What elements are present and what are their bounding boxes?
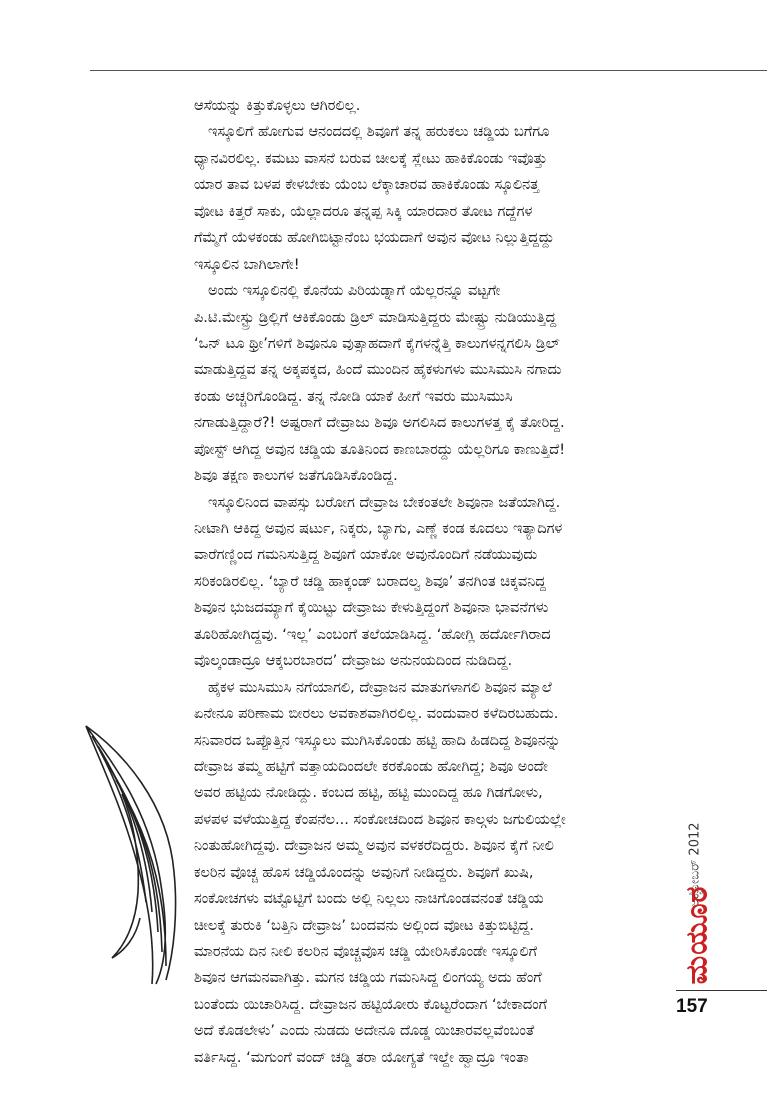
text-line: ಶಿವೂನ ಆಗಮನವಾಗಿತ್ತು. ಮಗನ ಚಡ್ಡಿಯ ಗಮನಿಸಿದ್ದ ಲಿಂಗಯ್ಯ ಅದು ಹೆಂಗೆ [194, 970, 542, 987]
text-line: ‘ಒನ್ ಟೂ ಥ್ರೀ’ಗಳಿಗೆ ಶಿವೂನೂ ವುತ್ಸಾಹದಾಗೆ ಕೈಗಳನ್ನೆತ್ತಿ ಕಾಲುಗಳನ್ನಗಲಿಸಿ ಡ್ರಿಲ್ [194, 335, 560, 352]
page-number: 157 [676, 996, 708, 1017]
top-rule [90, 70, 767, 71]
text-line: ಪೋಸ್ಟ್ ಆಗಿದ್ದ ಅವುನ ಚಡ್ಡಿಯ ತೂತಿನಿಂದ ಕಾಣಬಾರದ್ದು ಯೆಲ್ಲರಿಗೂ ಕಾಣುತ್ತಿದೆ! [194, 441, 566, 458]
text-line: ಸನಿವಾರದ ಒಪ್ಪೊತ್ತಿನ ಇಸ್ಕೂಲು ಮುಗಿಸಿಕೊಂಡು ಹಟ್ಟಿ ಹಾದಿ ಹಿಡದಿದ್ದ ಶಿವೂನನ್ನು [194, 732, 561, 749]
article-body [194, 93, 660, 1071]
text-line: ಬಂತೆಂದು ಯಿಚಾರಿಸಿದ್ದ. ದೇವ್ರಾಜನ ಹಟ್ಟಿಯೋರು ಕೊಟ್ಟರೆಂದಾಗ ‘ಬೇಕಾದಂಗೆ [194, 996, 548, 1013]
feather-ornament [82, 722, 182, 990]
issue-date-text: ಅಕ್ಟೋಬರ್ 2012 [687, 822, 703, 908]
text-line: ಸಂಕೋಚಗಳು ವಟ್ಟೊಟ್ಟಿಗೆ ಬಂದು ಅಲ್ಲಿ ನಿಲ್ಲಲು ನಾಚಿಗೊಂಡವನಂತೆ ಚಡ್ಡಿಯ [194, 891, 544, 908]
text-line: ಸರಿಕಂಡಿರಲಿಲ್ಲ. ‘ಬ್ಯಾರೆ ಚಡ್ಡಿ ಹಾಕ್ಕಂಡ್ ಬರಾದಲ್ವ ಶಿವೂ’ ತನಗಿಂತ ಚಿಕ್ಕವನಿದ್ದ [194, 573, 546, 590]
text-line: ನಿಂತುಹೋಗಿದ್ದವು. ದೇವ್ರಾಜನ ಅಮ್ಮ ಅವುನ ವಳಕರೆದಿದ್ದರು. ಶಿವೂನ ಕೈಗೆ ನೀಲಿ [194, 838, 554, 855]
text-line: ಶಿವೂ ತಕ್ಷಣ ಕಾಲುಗಳ ಜತೆಗೂಡಿಸಿಕೊಂಡಿದ್ದ. [194, 468, 398, 485]
text-line: ಪಳಪಳ ವಳೆಯುತ್ತಿದ್ದ ಕೆಂಪನೆಲ... ಸಂಕೋಚದಿಂದ ಶಿವೂನ ಕಾಲ್ಗಳು ಜಗುಲಿಯಲ್ಲೇ [194, 811, 566, 828]
masthead-text: ಮಯೂರ [679, 885, 715, 985]
text-line: ಅವರ ಹಟ್ಟಿಯ ನೋಡಿದ್ದು. ಕಂಬದ ಹಟ್ಟಿ, ಹಟ್ಟಿ ಮುಂದಿದ್ದ ಹೂ ಗಿಡಗೋಳು, [194, 785, 543, 802]
footer-rule [676, 990, 767, 991]
text-line: ವರ್ತಿಸಿದ್ದ. ‘ಮಗುಂಗೆ ವಂದ್ ಚಡ್ಡಿ ತರಾ ಯೋಗ್ಯತೆ ಇಲ್ದೇ ಹ್ವಾದ್ರೂ ಇಂತಾ [194, 1049, 529, 1066]
text-line: ನಗಾಡುತ್ತಿದ್ದಾರೆ?! ಅಷ್ಟರಾಗೆ ದೇವ್ರಾಜು ಶಿವೂ ಅಗಲಿಸಿದ ಕಾಲುಗಳತ್ತ ಕೈ ತೋರಿದ್ದ. [194, 415, 565, 432]
text-line: ಇಸ್ಕೂಲಿನ ಬಾಗಿಲಾಗೇ! [194, 256, 300, 273]
text-line: ಇಸ್ಕೂಲಿಗೆ ಹೋಗುವ ಆನಂದದಲ್ಲಿ ಶಿವೂಗೆ ತನ್ನ ಹರುಕಲು ಚಡ್ಡಿಯ ಬಗೆಗೂ [208, 124, 550, 141]
text-line: ವೋಟ ಕಿತ್ತರೆ ಸಾಕು, ಯೆಲ್ಲಾದರೂ ತನ್ನಪ್ಪ ಸಿಕ್ಕಿ ಯಾರದಾರ ತೋಟ ಗದ್ದೆಗಳ [194, 203, 533, 220]
text-line: ಗೆಮ್ಮೆಗೆ ಯೆಳಕಂಡು ಹೋಗಿಬಿಟ್ಟಾನೆಂಬ ಭಯದಾಗೆ ಅವುನ ವೋಟ ನಿಲ್ಲುತ್ತಿದ್ದದ್ದು [194, 230, 555, 247]
text-line: ಯಾರ ತಾವ ಬಳಪ ಕೇಳಬೇಕು ಯೆಂಬ ಲೆಕ್ಕಾಚಾರವ ಹಾಕಿಕೊಂಡು ಸ್ಕೂಲಿನತ್ತ [194, 177, 540, 194]
text-line: ನೀಟಾಗಿ ಆಕಿದ್ದ ಅವುನ ಷರ್ಟು, ನಿಕ್ಕರು, ಬ್ಯಾಗು, ಎಣ್ಣೆ ಕಂಡ ಕೂದಲು ಇತ್ಯಾದಿಗಳ [194, 521, 563, 537]
text-line: ಚೀಲಕ್ಕೆ ತುರುಕಿ ‘ಬತ್ತಿನಿ ದೇವ್ರಾಜ’ ಬಂದವನು ಅಲ್ಲಿಂದ ವೋಟ ಕಿತ್ತುಬಿಟ್ಟಿದ್ದ. [194, 917, 534, 934]
text-line: ಧ್ಯಾನವಿರಲಿಲ್ಲ. ಕಮಟು ವಾಸನೆ ಬರುವ ಚೀಲಕ್ಕೆ ಸ್ಲೇಟು ಹಾಕಿಕೊಂಡು ಇವೊತ್ತು [194, 150, 548, 167]
text-line: ಹೈಕಳ ಮುಸಿಮುಸಿ ನಗೆಯಾಗಲಿ, ದೇವ್ರಾಜನ ಮಾತುಗಳಾಗಲಿ ಶಿವೂನ ಮ್ಯಾಲೆ [208, 679, 552, 696]
text-line: ಇಸ್ಕೂಲಿನಿಂದ ವಾಪಸ್ಸು ಬರೋಗ ದೇವ್ರಾಜ ಬೇಕಂತಲೇ ಶಿವೂನಾ ಜತೆಯಾಗಿದ್ದ. [208, 494, 561, 511]
text-line: ಆಸೆಯನ್ನು ಕಿತ್ತುಕೊಳ್ಳಲು ಆಗಿರಲಿಲ್ಲ. [194, 98, 361, 114]
text-line: ದೇವ್ರಾಜ ತಮ್ಮ ಹಟ್ಟಿಗೆ ವತ್ತಾಯದಿಂದಲೇ ಕರಕೊಂಡು ಹೋಗಿದ್ದ; ಶಿವೂ ಅಂದೇ [194, 758, 548, 775]
text-line: ಪಿ.ಟಿ.ಮೇಸ್ಟ್ರು ಡ್ರಿಲ್ಲಿಗೆ ಆಕಿಕೊಂಡು ಡ್ರಿಲ್ ಮಾಡಿಸುತ್ತಿದ್ದರು ಮೇಷ್ಟ್ರು ನುಡಿಯುತ್ತಿದ್ದ [194, 309, 557, 326]
text-line: ವಾರೆಗಣ್ಣಿಂದ ಗಮನಿಸುತ್ತಿದ್ದ ಶಿವೂಗೆ ಯಾಕೋ ಅವುನೊಂದಿಗೆ ನಡೆಯುವುದು [194, 547, 538, 564]
text-line: ಮಾರನೆಯ ದಿನ ನೀಲಿ ಕಲರಿನ ವೊಚ್ಚವೊಸ ಚಡ್ಡಿ ಯೇರಿಸಿಕೊಂಡೇ ಇಸ್ಕೂಲಿಗೆ [194, 944, 538, 960]
magazine-masthead [677, 885, 717, 985]
text-line: ವೊಲ್ಕಂಡಾದ್ರೂ ಆಕ್ಕಬರಬಾರದ’ ದೇವ್ರಾಜು ಅನುನಯದಿಂದ ನುಡಿದಿದ್ದ. [194, 653, 513, 670]
text-line: ಅದೆ ಕೊಡಲೇಳು’ ಎಂದು ನುಡದು ಅದೇನೂ ದೊಡ್ಡ ಯಿಚಾರವಲ್ಲವೆಂಬಂತೆ [194, 1023, 535, 1040]
text-line: ಕಲರಿನ ವೊಚ್ಚ ಹೊಸ ಚಡ್ಡಿಯೊಂದನ್ನು ಅವುನಿಗೆ ನೀಡಿದ್ದರು. ಶಿವೂಗೆ ಖುಷಿ, [194, 864, 534, 881]
text-line: ಮಾಡುತ್ತಿದ್ದವ ತನ್ನ ಅಕ್ಕಪಕ್ಕದ, ಹಿಂದೆ ಮುಂದಿನ ಹೈಕಳುಗಳು ಮುಸಿಮುಸಿ ನಗಾದು [194, 362, 562, 379]
text-line: ಶಿವೂನ ಭುಜದಮ್ಯಾಗೆ ಕೈಯಿಟ್ಟು ದೇವ್ರಾಜು ಕೇಳುತ್ತಿದ್ದಂಗೆ ಶಿವೂನಾ ಭಾವನೆಗಳು [194, 600, 549, 617]
text-line: ಅಂದು ಇಸ್ಕೂಲಿನಲ್ಲಿ ಕೊನೆಯ ಪಿರಿಯಡ್ನಾಗೆ ಯೆಲ್ಲರನ್ನೂ ವಟ್ಟಗೇ [208, 283, 501, 300]
text-line: ಏನೇನೂ ಪರಿಣಾಮ ಬೀರಲು ಅವಕಾಶವಾಗಿರಲಿಲ್ಲ. ವಂದುವಾರ ಕಳೆದಿರಬಹುದು. [194, 706, 559, 723]
text-line: ಕಂಡು ಅಚ್ಚರಿಗೊಂಡಿದ್ದ. ತನ್ನ ನೋಡಿ ಯಾಕೆ ಹೀಗೆ ಇವರು ಮುಸಿಮುಸಿ [194, 388, 513, 405]
text-line: ತೂರಿಹೋಗಿದ್ದವು. ‘ಇಲ್ಲ’ ಎಂಬಂಗೆ ತಲೆಯಾಡಿಸಿದ್ದ. ‘ಹೋಗ್ಲಿ ಹರ್ದೋಗಿರಾದ [194, 626, 551, 643]
